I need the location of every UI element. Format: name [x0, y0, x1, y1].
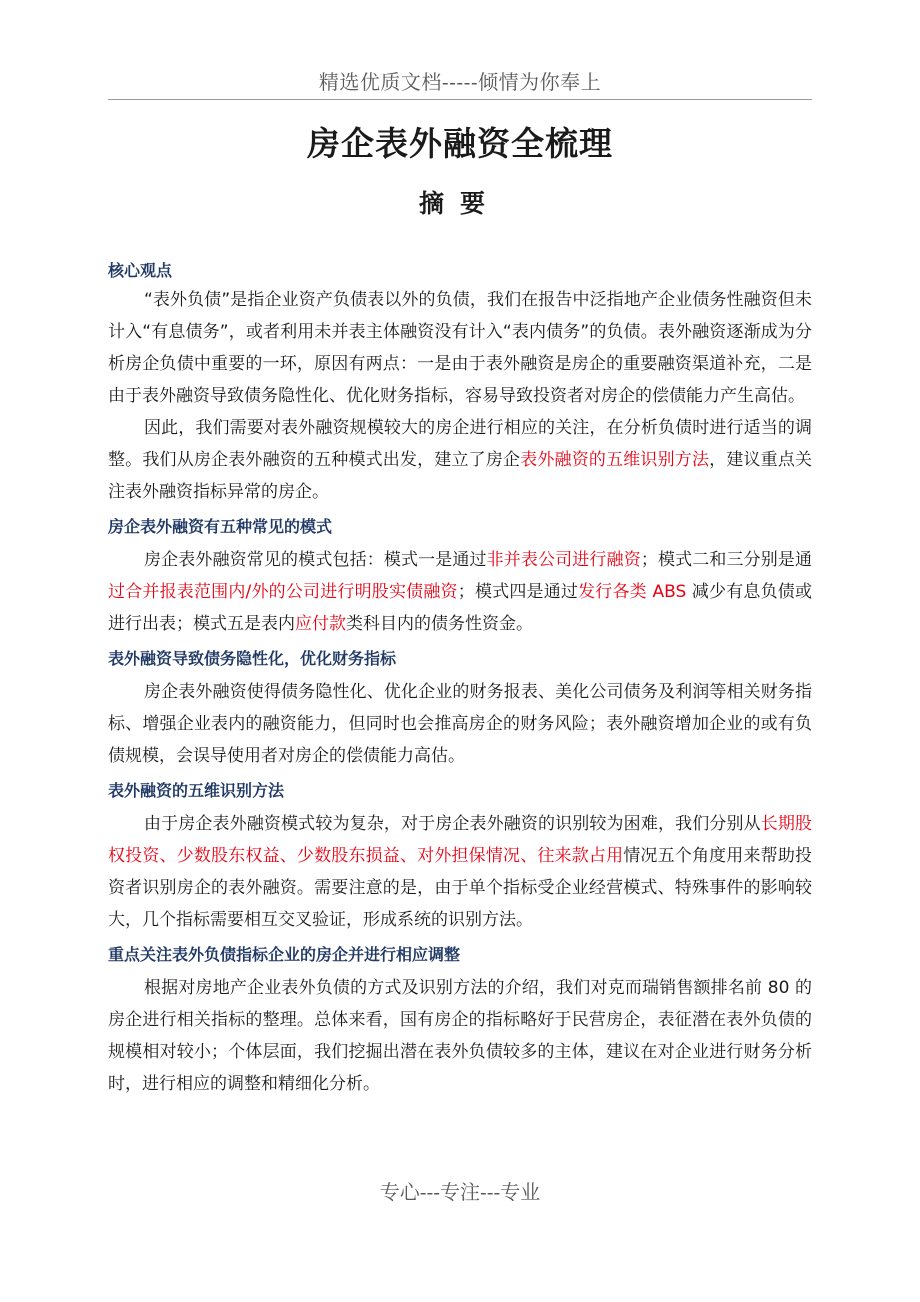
document-body	[108, 258, 812, 1100]
method-text-1: 由于房企表外融资模式较为复杂，对于房企表外融资的识别较为困难，我们分别从	[144, 814, 761, 834]
modes-highlight-2: 过合并报表范围内/外的公司进行明股实债融资	[108, 582, 458, 602]
core-p2-text-b: ，建议重点关注表外融资指标异常的房企。	[108, 450, 813, 502]
page-header: 精选优质文档-----倾情为你奉上	[318, 70, 602, 94]
modes-text-2: ；模式二和三分别是通	[640, 550, 813, 570]
header-divider	[108, 99, 812, 100]
hidden-debt-paragraph: 房企表外融资使得债务隐性化、优化企业的财务报表、美化公司债务及利润等相关财务指标、增强企业表内的融资能力，但同时也会推高房企的财务风险；表外融资增加企业的或有负债规模，会误导使用者对房企的偿债能力高估。	[108, 682, 812, 766]
modes-text-1: 房企表外融资常见的模式包括：模式一是通过	[144, 550, 487, 570]
section-heading-method: 表外融资的五维识别方法	[108, 781, 285, 800]
modes-highlight-3: 发行各类 ABS	[578, 582, 687, 602]
method-paragraph	[108, 808, 812, 936]
abstract-heading: 摘要	[418, 189, 501, 218]
modes-paragraph	[108, 544, 812, 640]
section-heading-modes: 房企表外融资有五种常见的模式	[108, 517, 333, 536]
section-heading-focus: 重点关注表外负债指标企业的房企并进行相应调整	[108, 945, 461, 964]
modes-text-3: ；模式四是通过	[457, 582, 579, 602]
modes-text-5: 类科目内的债务性资金。	[346, 614, 533, 634]
modes-highlight-4: 应付款	[295, 614, 346, 634]
document-title: 房企表外融资全梳理	[307, 124, 613, 163]
modes-text-4: 减少有息负债或进行出表；模式五是表内	[108, 582, 812, 634]
core-p2-text-a: 因此，我们需要对表外融资规模较大的房企进行相应的关注，在分析负债时进行适当的调整。我们从房企表外融资的五种模式出发，建立了房企	[108, 418, 812, 470]
page-footer: 专心---专注---专业	[379, 1180, 541, 1204]
core-p2-highlight: 表外融资的五维识别方法	[520, 450, 710, 470]
section-heading-hidden-debt: 表外融资导致债务隐性化，优化财务指标	[108, 649, 397, 668]
core-paragraph-2	[108, 412, 812, 508]
focus-paragraph: 根据对房地产企业表外负债的方式及识别方法的介绍，我们对克而瑞销售额排名前 80 的房企进行相关指标的整理。总体来看，国有房企的指标略好于民营房企，表征潜在表外负债的规模相对较小；个体层面，我们挖掘出潜在表外负债较多的主体，建议在对企业进行财务分析时，进行相应的调整和精细化分析。	[108, 978, 812, 1094]
method-highlight: 长期股权投资、少数股东权益、少数股东损益、对外担保情况、往来款占用	[108, 814, 813, 866]
modes-highlight-1: 非并表公司进行融资	[486, 550, 641, 570]
core-paragraph-1: “表外负债”是指企业资产负债表以外的负债，我们在报告中泛指地产企业债务性融资但未计入“有息债务”，或者利用未并表主体融资没有计入“表内债务”的负债。表外融资逐渐成为分析房企负债中重要的一环，原因有两点：一是由于表外融资是房企的重要融资渠道补充，二是由于表外融资导致债务隐性化、优化财务指标，容易导致投资者对房企的偿债能力产生高估。	[108, 290, 812, 406]
section-heading-core: 核心观点	[108, 261, 173, 280]
method-text-2: 情况五个角度用来帮助投资者识别房企的表外融资。需要注意的是，由于单个指标受企业经营模式、特殊事件的影响较大，几个指标需要相互交叉验证，形成系统的识别方法。	[108, 846, 812, 930]
